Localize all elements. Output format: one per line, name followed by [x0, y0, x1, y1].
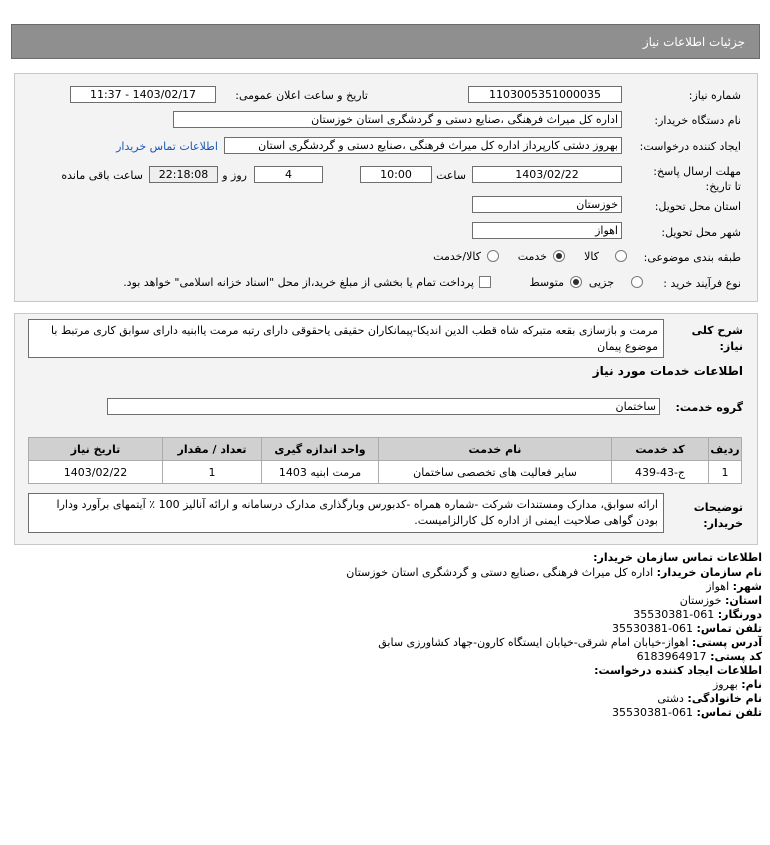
need-details-panel: [14, 73, 758, 302]
treasury-payment-checkbox[interactable]: [479, 276, 491, 288]
cell-unit: مرمت ابنیه 1403: [262, 461, 379, 484]
buyer-contact-fax-label: دورنگار:: [717, 608, 762, 621]
requester-contact-name-label: نام:: [741, 678, 762, 691]
category-option-goods-service: کالا/خدمت: [433, 250, 481, 263]
requester-contact-phone-value: 061-35530381: [612, 706, 694, 719]
province-field: خوزستان: [472, 196, 622, 213]
services-table: [28, 437, 742, 484]
buyer-contact-postal: [637, 650, 762, 663]
buyer-contact-heading: اطلاعات تماس سازمان خریدار:: [593, 551, 762, 564]
requester-contact-family-value: دشتی: [657, 692, 684, 705]
page-header: [11, 24, 760, 59]
requester-contact-phone: [612, 706, 762, 719]
cell-name: سایر فعالیت های تخصصی ساختمان: [379, 461, 612, 484]
process-radio-medium[interactable]: [570, 276, 582, 288]
buyer-contact-postal-value: 6183964917: [636, 650, 707, 663]
process-option-minor: جزیی: [588, 276, 614, 289]
requester-label: ایجاد کننده درخواست:: [639, 140, 741, 153]
buyer-contact-fax-value: 061-35530381: [633, 608, 715, 621]
category-option-service: خدمت: [517, 250, 547, 263]
deadline-date-field: 1403/02/22: [472, 166, 622, 183]
remaining-label: ساعت باقی مانده: [61, 169, 143, 182]
remaining-time-field: 22:18:08: [149, 166, 218, 183]
need-number-field: 1103005351000035: [468, 86, 622, 103]
col-row: ردیف: [709, 438, 742, 461]
category-option-goods: کالا: [584, 250, 599, 263]
buyer-contact-phone-label: تلفن تماس:: [696, 622, 762, 635]
buyer-contact-province-value: خوزستان: [679, 594, 722, 607]
process-radio-minor[interactable]: [631, 276, 643, 288]
deadline-label: مهلت ارسال پاسخ: تا تاریخ:: [653, 165, 741, 193]
services-table-header: [29, 438, 742, 461]
city-field: اهواز: [472, 222, 622, 239]
buyer-contact-city-label: شهر:: [732, 580, 762, 593]
buyer-contact-province: [680, 594, 762, 607]
requester-contact-phone-label: تلفن تماس:: [696, 706, 762, 719]
category-radio-goods-service[interactable]: [487, 250, 499, 262]
buyer-org-label: نام دستگاه خریدار:: [654, 114, 741, 127]
buyer-contact-province-label: استان:: [725, 594, 762, 607]
treasury-payment-note: پرداخت تمام یا بخشی از مبلغ خرید،از محل "اسناد خزانه اسلامی" خواهد بود.: [123, 276, 474, 289]
buyer-contact-phone-value: 061-35530381: [612, 622, 694, 635]
requester-contact-family-label: نام خانوادگی:: [687, 692, 762, 705]
requester-contact-name: [713, 678, 762, 691]
cell-row: 1: [709, 461, 742, 484]
buyer-contact-phone: [612, 622, 762, 635]
buyer-contact-address-value: اهواز-خیابان امام شرقی-خیابان ایستگاه کارون-جهاد کشاورزی سابق: [378, 636, 689, 649]
time-label: ساعت: [436, 169, 466, 182]
col-unit: واحد اندازه گیری: [262, 438, 379, 461]
buyer-contact-org: [346, 566, 762, 579]
city-label: شهر محل تحویل:: [661, 226, 741, 239]
cell-code: ج-43-439: [612, 461, 709, 484]
buyer-org-field: اداره کل میراث فرهنگی ،صنایع دستی و گردشگری استان خوزستان: [173, 111, 622, 128]
requester-field: بهروز دشتی کارپرداز اداره کل میراث فرهنگی ،صنایع دستی و گردشگری استان: [224, 137, 622, 154]
service-group-field: ساختمان: [107, 398, 660, 415]
col-name: نام خدمت: [379, 438, 612, 461]
buyer-contact-postal-label: کد پستی:: [710, 650, 762, 663]
requester-contact-name-value: بهروز: [712, 678, 738, 691]
buyer-notes-text: ارائه سوابق، مدارک ومستندات شرکت -شماره همراه -کدبورس وبارگذاری مدارک درسامانه و ارائه آنالیز 100 ٪ آیتمهای برآورد ودارا بودن گواهی صلاحیت ایمنی از اداره کل کارالزامیست.: [28, 493, 664, 533]
col-code: کد خدمت: [612, 438, 709, 461]
requester-contact-heading: اطلاعات ایجاد کننده درخواست:: [594, 664, 762, 677]
buyer-contact-city-value: اهواز: [706, 580, 730, 593]
buyer-contact-address-label: آدرس پستی:: [691, 636, 762, 649]
process-option-medium: متوسط: [529, 276, 564, 289]
category-radio-service[interactable]: [553, 250, 565, 262]
buyer-contact-org-label: نام سازمان خریدار:: [656, 566, 762, 579]
category-label: طبقه بندی موضوعی:: [643, 251, 741, 264]
summary-text: مرمت و بازسازی بقعه متبرکه شاه قطب الدین اندیکا-پیمانکاران حقیقی یاحقوقی دارای رتبه مرمت یاابنیه دارای سوابق کاری مرتبط با موضوع پیمان: [28, 319, 664, 358]
province-label: استان محل تحویل:: [654, 200, 741, 213]
cell-qty: 1: [163, 461, 262, 484]
services-title: اطلاعات خدمات مورد نیاز: [592, 364, 743, 378]
cell-date: 1403/02/22: [29, 461, 163, 484]
buyer-contact-city: [706, 580, 762, 593]
category-radio-goods[interactable]: [615, 250, 627, 262]
summary-label: شرح کلی نیاز:: [691, 324, 743, 353]
days-label: روز و: [222, 169, 247, 182]
need-number-label: شماره نیاز:: [688, 89, 741, 102]
deadline-time-field: 10:00: [360, 166, 432, 183]
table-row: [29, 461, 742, 484]
announce-label: تاریخ و ساعت اعلان عمومی:: [235, 89, 368, 102]
service-group-label: گروه خدمت:: [675, 401, 743, 414]
days-field: 4: [254, 166, 323, 183]
buyer-contact-org-value: اداره کل میراث فرهنگی ،صنایع دستی و گردشگری استان خوزستان: [346, 566, 654, 579]
process-label: نوع فرآیند خرید :: [663, 277, 741, 290]
requester-contact-family: [657, 692, 762, 705]
page-title: جزئیات اطلاعات نیاز: [642, 35, 745, 49]
buyer-contact-address: [378, 636, 762, 649]
buyer-contact-fax: [633, 608, 762, 621]
col-date: تاریخ نیاز: [29, 438, 163, 461]
buyer-contact-link[interactable]: اطلاعات تماس خریدار: [116, 140, 218, 153]
announce-field: 1403/02/17 - 11:37: [70, 86, 216, 103]
buyer-notes-label: توضیحات خریدار:: [693, 501, 743, 530]
col-qty: تعداد / مقدار: [163, 438, 262, 461]
